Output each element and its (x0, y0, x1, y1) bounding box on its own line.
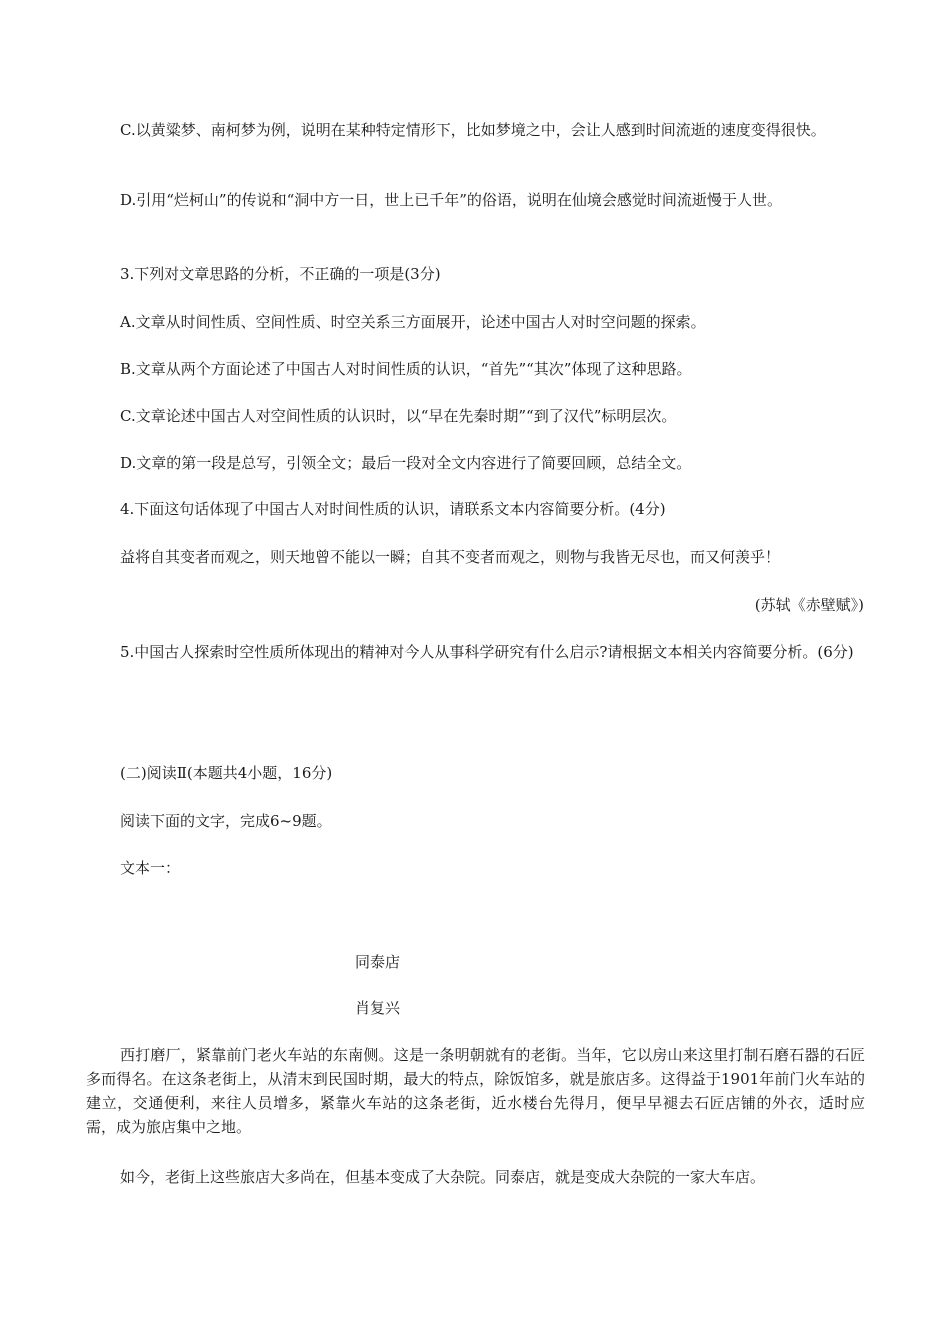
question-3-option-c: C.文章论述中国古人对空间性质的认识时，以“早在先秦时期”“到了汉代”标明层次。 (120, 407, 677, 425)
question-3-option-a: A.文章从时间性质、空间性质、时空关系三方面展开，论述中国古人对时空问题的探索。 (120, 313, 706, 331)
text-one-label: 文本一： (120, 859, 181, 877)
question-3-option-b: B.文章从两个方面论述了中国古人对时间性质的认识，“首先”“其次”体现了这种思路。 (120, 360, 692, 378)
article-paragraph-1: 西打磨厂，紧靠前门老火车站的东南侧。这是一条明朝就有的老街。当年，它以房山来这里打制石磨石器的石匠多而得名。在这条老街上，从清末到民国时期，最大的特点，除饭馆多，就是旅店多。这得益于1901年前门火车站的建立，交通便利，来往人员增多，紧靠火车站的这条老街，近水楼台先得月，便早早褪去石匠店铺的外衣，适时应需，成为旅店集中之地。 (86, 1046, 865, 1136)
section-2-instruction: 阅读下面的文字，完成6~9题。 (120, 812, 332, 830)
question-3-option-d: D.文章的第一段是总写，引领全文；最后一段对全文内容进行了简要回顾，总结全文。 (120, 454, 692, 472)
article-paragraph-2: 如今，老街上这些旅店大多尚在，但基本变成了大杂院。同泰店，就是变成大杂院的一家大车店。 (120, 1168, 766, 1186)
question-2-option-d: D.引用“烂柯山”的传说和“洞中方一日，世上已千年”的俗语，说明在仙境会感觉时间流逝慢于人世。 (120, 191, 782, 209)
question-5-stem: 5.中国古人探索时空性质所体现出的精神对今人从事科学研究有什么启示?请根据文本相关内容简要分析。(6分) (120, 643, 854, 661)
article-author: 肖复兴 (355, 999, 401, 1017)
section-2-heading: (二)阅读Ⅱ(本题共4小题，16分) (120, 764, 333, 782)
question-4-quote: 益将自其变者而观之，则天地曾不能以一瞬；自其不变者而观之，则物与我皆无尽也，而又何羡乎！ (120, 548, 781, 566)
question-2-option-c: C.以黄粱梦、南柯梦为例，说明在某种特定情形下，比如梦境之中，会让人感到时间流逝的速度变得很快。 (120, 121, 826, 139)
question-3-stem: 3.下列对文章思路的分析，不正确的一项是(3分) (120, 265, 441, 283)
question-4-stem: 4.下面这句话体现了中国古人对时间性质的认识，请联系文本内容简要分析。(4分) (120, 500, 666, 518)
article-title: 同泰店 (355, 953, 401, 971)
question-4-quote-source: (苏轼《赤壁赋》) (754, 596, 864, 614)
